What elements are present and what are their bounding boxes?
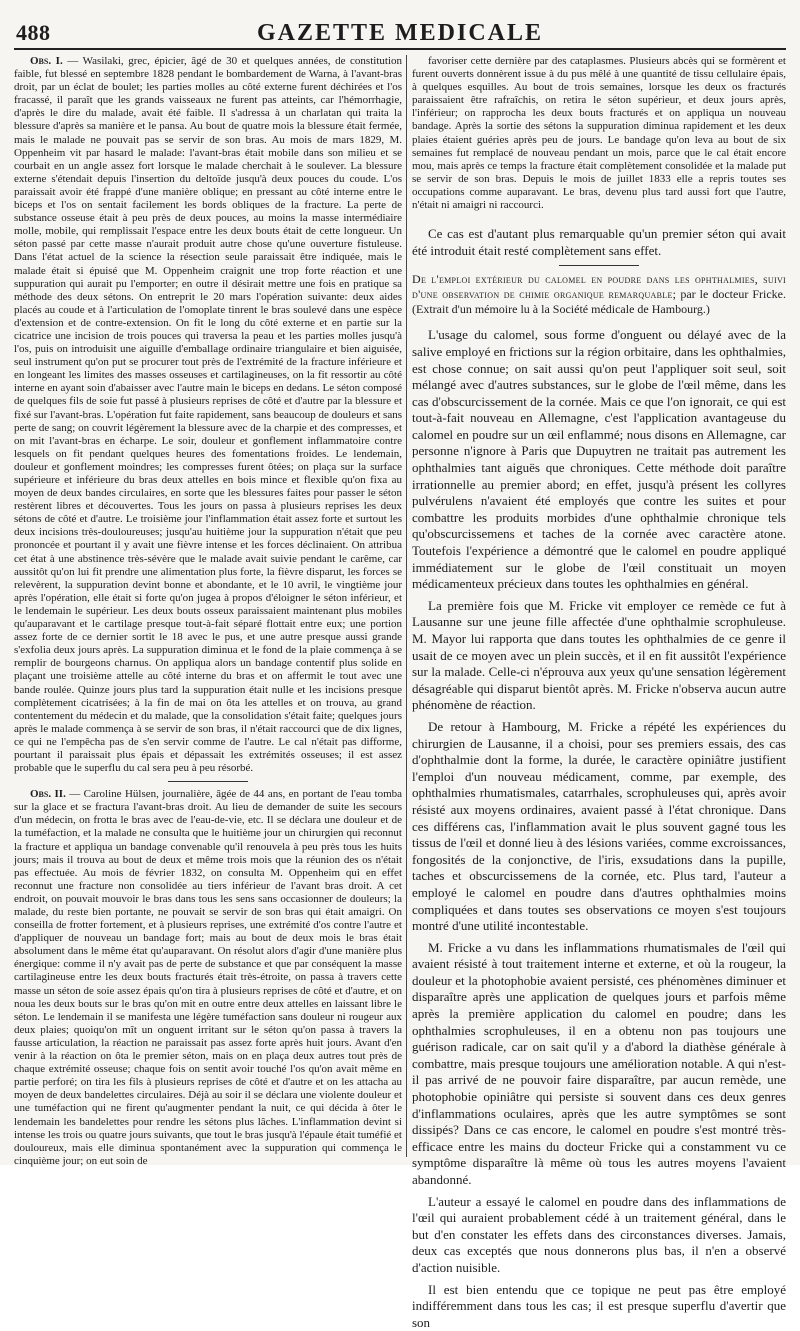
- left-column: [14, 55, 403, 1167]
- observation-1-label: Obs. I.: [30, 55, 63, 67]
- article-paragraph: M. Fricke a vu dans les inflammations rhumatismales de l'œil qui avaient résisté à tout traitement interne et externe, et où la rougeur, la douleur et la photophobie avaient persisté, ces phénomènes diminuer et disparaître après une application de quelques jours et parfois même après la première application du calomel en poudre; dans les ophthalmies scrophuleuses, il en a obtenu non pas toujours une guérison radicale, car on sait qu'il y a d'abord la diathèse générale à combattre, mais presque toujours une amélioration notable. A qui n'est-il pas arrivé de ne pouvoir faire disparaître, par aucun remède, une photophobie opiniâtre qui persiste si souvent dans ces deux genres d'inflammations oculaires, après que les autre symptômes se sont dissipés? Dans ce cas encore, le calomel en poudre s'est montré très-efficace entre les mains du docteur Fricke qui a constamment vu ce symptôme disparaître là même où tous les autres moyens l'avaient abandonné.: [412, 939, 786, 1187]
- observation-conclusion: Ce cas est d'autant plus remarquable qu'un premier séton qui avait été introduit était resté complètement sans effet.: [412, 226, 786, 258]
- column-divider: [406, 55, 407, 1157]
- article-title: De l'emploi extérieur du calomel en poudre dans les ophthalmies, suivi d'une observation de chimie organique remarquable;: [412, 272, 786, 302]
- page-header: [14, 20, 786, 46]
- article-separator: [559, 265, 639, 266]
- article-paragraph: De retour à Hambourg, M. Fricke a répété les expériences du chirurgien de Lausanne, il a choisi, pour ses premiers essais, des cas d'ophthalmie dont la forme, la durée, le caractère opiniâtre justifient l'emploi d'un nouveau médicament, comme, par exemple, des ophthalmies rhumatismales, catarrhales, scrophuleuses qui, après avoir résisté aux moyens ordinaires, avaient passé à l'état chronique. Dans ces différens cas, l'inflammation avait le plus souvent gagné tous les tissus de l'œil et donné lieu à des lésions variées, comme excroissances, fongosités de la conjonctive, de l'iris, exsudations dans la pupille, taches et obscurcissemens de la cornée, etc. Plus tard, l'auteur a employé le calomel en poudre dans d'autres ophthalmies moins compliquées et dans toutes ses observations ce moyen s'est toujours montré d'une utilité incontestable.: [412, 718, 786, 934]
- observation-2-label: Obs. II.: [30, 788, 66, 801]
- section-separator: [168, 781, 248, 782]
- header-rule: [14, 48, 786, 50]
- journal-title: GAZETTE MEDICALE: [256, 20, 544, 46]
- article-attribution: par le docteur Fricke. (Extrait d'un mémoire lu à la Société médicale de Hambourg.): [412, 287, 787, 317]
- article-heading: [412, 272, 786, 317]
- observation-2-text: — Caroline Hülsen, journalière, âgée de 44 ans, en portant de l'eau tomba sur la glace et se fractura l'avant-bras droit. Au lieu de demander de suite les secours d'un médecin, on frotta le bras avec de l'eau-de-vie, etc. Il se déclara une douleur et de la tuméfaction, et la malade ne consulta que le huitième jour un chirurgien qui reconnut la fracture et appliqua un bandage convenable qu'il renouvela à peu près tous les huits jours; mais il trouva au bout de deux et même trois mois que la réunion des os n'était pas effectuée. Au mois de février 1832, on consulta M. Oppenheim qui en effet reconnut une fracture non consolidée au tiers inférieur de l'avant bras droit. A cet endroit, on pouvait mouvoir le bras dans tous les sens sans occasionner de douleurs; la malade, du reste bien portante, ne pouvait se servir de son bras qui était amaigri. On conseilla de frotter fortement, et à plusieurs reprises, une extrémité d'os contre l'autre et d'appliquer de nouveau un bandage fort; mais au bout de deux mois le bras était absolument dans le même état qu'auparavant. On résolut alors d'agir d'une manière plus énergique: comme il n'y avait pas de perte de substance et que par conséquent la masse cartilagineuse entre les deux bouts fracturés était très-étroite, on passa à travers cette masse un séton de soie assez épais qu'on tira à plusieurs reprises de côté et d'autre, et on noua les deux bouts sur le bras qu'on mit en outre entre deux attelles en laissant libre le séton. Le lendemain il se manifesta une légère tuméfaction sans douleur ni rougeur aux deux plaies; quoiqu'on mît un onguent irritant sur le séton qu'on passa à travers la fausse articulation, la réaction ne paraissait pas assez forte après huit jours. Avant d'en venir à la réaction on ôta le premier séton, mais on en plaça deux autres tout près de chaque extrémité osseuse; chaque fois on sentit avoir touché l'os qu'on avait même en partie perforé; on tira les fils à plusieurs reprises de côté et d'autre et on les attacha au moyen de deux bandelettes circulaires. Déjà au soir il se déclara une violente douleur et une tuméfaction qui ne firent qu'augmenter pendant la nuit, ce qui décida à ôter le lendemain les bandelettes pour rendre les sétons plus lâches. L'inflammation devint si intense les trois ou quatre jours suivants, que tout le bras jusqu'à l'épaule était tuméfié et douloureux, mais elle diminua spontanément avec la suppuration qui commença le cinquième jour; on eut soin de: [14, 788, 403, 1167]
- observation-1: [14, 55, 402, 775]
- observation-1-text: — Wasilaki, grec, épicier, âgé de 30 et quelques années, de constitution faible, fut blessé en septembre 1828 pendant le bombardement de Warna, à l'avant-bras droit, par un éclat de boulet; les parties molles au côté externe furent déchirées et l'os fracassé, il paraît que les grands vaisseaux ne furent pas atteints, car l'hémorrhagie, d'après le dire du malade, avait été faible. Il s'adressa à un charlatan qui traita la blessure d'après sa manière et le pansa. Au bout de quatre mois la blessure était fermée, mais le malade ne pouvait pas se servir de son bras. Au mois de mars 1829, M. Oppenheim vit par hasard le malade: l'avant-bras était mobile dans son milieu et se courbait en un angle assez fort lorsque le malade cherchait à le soulever. La blessure externe s'étendait depuis l'insertion du deltoïde jusqu'à deux pouces du coude. L'os paraissait avoir été frappé d'une manière oblique; en pressant au côté interne entre le biceps et l'os on sentait facilement les bords obliques de la fracture. La perte de substance osseuse était à peu près de deux pouces, au moins la masse intermédiaire molle, mobile, qui remplissait l'espace entre les deux bouts était de cette longueur. Un séton passé par cette masse n'aurait produit autre chose qu'une ouverture fistuleuse. Dans l'état actuel de la science la résection seule paraissait être indiquée, mais le malade était si épuisé que M. Oppenheim craignit une trop forte réaction et une suppuration qui aurait pu l'emporter; en outre il désirait mettre une fois en pratique sa méthode des deux sétons. On entreprit le 20 mars l'opération suivante: deux aides placés au coude et à l'articulation de l'omoplate tinrent le bras soulevé dans une espèce d'extension et de contre-extension. On fit le long du côté externe et en partie sur la cicatrice une incision de trois pouces qui traversa la peau et les parties molles jusqu'à l'os, puis on introduisit une aiguille d'emballage ordinaire triangulaire et bien aiguisée, seul instrument qu'on put se procurer tout près de l'extrémité de la fracture inférieure et en longeant les limites des masses osseuses et cartilagineuses, on la fit ressortir au côté interne en ayant soin d'abaisser avec l'autre main le biceps en dedans. Le séton composé de quelques fils de soie fut passé à plusieurs reprises de côté et d'autre par la blessure et fixé sur l'avant-bras. L'opération fut faite rapidement, sans beaucoup de douleurs et sans perte de sang; on couvrit légèrement la blessure avec de la charpie et des compresses, et on mit l'avant-bras en écharpe. Le soir, douleur et gonflement inflammatoire contre lesquels on fit pendant quelques heures des fomentations froides. Le lendemain, douleur et gonflement moindres; les compresses furent ôtées; on plaça sur la surface supérieure et inférieure du bras deux attelles en bois mince et flexible qu'on fixa au moyen de deux bandes circulaires, en sorte que les blessures faites pour passer le séton restèrent libres et découvertes. Tous les jours on passa à plusieurs reprises les deux sétons de côté et d'autre. Le troisième jour l'inflammation était assez forte et surtout les deux incisions très-douloureuses; jusqu'au huitième jour la suppuration n'était que peu prononcée et pourtant il y avait une fièvre intense et les forces déclinaient. On attribua cet état à une abstinence très-sévère que le malade avait suivie pendant le carême, car aussitôt qu'on lui fit prendre une alimentation plus forte, la fièvre disparut, les forces se relevèrent, la suppuration devint bonne et abondante, et le 10 avril, le vingtième jour après l'opération, elle était si forte qu'on jugea à propos d'éloigner le séton inférieur, et le lendemain le supérieur. Les deux bouts osseux paraissaient maintenant plus mobiles qu'auparavant et le cartilage presque tout-à-fait séparé flottait entre eux; une portion assez forte de ce dernier sortit le 18 avec le pus, et une autre presque aussi grande s'exfolia deux jours après. La suppuration diminua et le fond de la plaie commença à se remplir de bourgeons charnus. On appliqua alors un bandage contentif plus solide en plaçant une troisième attelle au côté interne du bras et on affermit le tout avec une bande roulée. Quinze jours plus tard la suppuration était nulle et les incisions presque complètement cicatrisées; à la fin de mai on ôta les attelles et on trouva, au grand contentement du médecin et du malade, que la consolidation s'était faite; quelques jours après le malade commença à se servir de son bras, il n'était raccourci que de dix lignes, ce qui ne l'empêcha pas de s'en servir comme de l'autre. Le cal n'était pas difforme, pourtant il paraissait plus épais et dépassait les extrémités osseuses; il est assez probable que le superflu du cal sera peu à peu résorbé.: [14, 55, 402, 775]
- article-paragraph: L'usage du calomel, sous forme d'onguent ou délayé avec de la salive employé en frictions sur la région orbitaire, dans les ophthalmies, est chose connue; on sait aussi qu'on peut l'appliquer soit seul, soit mélangé avec d'autres substances, sur le globe de l'œil même, dans les cas d'obscurcissement de la cornée. Mais ce que l'on ignorait, ce qui est tout-à-fait nouveau en Allemagne, c'est l'application avantageuse du calomel en poudre sur un œil enflammé; nous disons en Allemagne, car personne n'ignore à Paris que Dupuytren ne traitait pas autrement les ophthalmies tant aiguës que chroniques. Cette méthode doit paraître irrationnelle au premier abord; en effet, jusqu'à présent les collyres pulvérulens n'avaient été employés que contre les suites et pour combattre les produits morbides d'une ophthalmie chronique tels qu'obscurcissemens et taches de la cornée avec caractère atone. Toutefois l'expérience a démontré que le calomel en poudre appliqué immédiatement sur le globe de l'œil constituait un moyen médicamenteux précieux dans toutes les ophthalmies en général.: [412, 327, 787, 592]
- article-paragraph: La première fois que M. Fricke vit employer ce remède ce fut à Lausanne sur une jeune fille affectée d'une ophthalmie scrophuleuse. M. Mayor lui rapporta que dans toutes les ophthalmies de ce genre il usait de ce moyen avec un plein succès, et il en fit aussitôt l'expérience sur la malade. Celle-ci n'éprouva aux yeux qu'une sensation légèrement désagréable qui disparut bientôt après. M. Fricke n'observa aucun autre phénomène de réaction.: [412, 597, 786, 713]
- right-column: [412, 55, 787, 1330]
- observation-2: [14, 788, 402, 1168]
- article-paragraph: Il est bien entendu que ce topique ne peut pas être employé indifféremment dans tous les cas; il est presque superflu d'avertir que son: [412, 1281, 786, 1330]
- observation-2-continued: favoriser cette dernière par des cataplasmes. Plusieurs abcès qui se formèrent et furent ouverts donnèrent issue à du pus mêlé à une quantité de tissu cellulaire épais, à quelques esquilles. Au bout de trois semaines, lorsque les deux os fracturés paraissaient être rafraîchis, on retira le séton supérieur, et deux jours après, l'inférieur; on rapprocha les deux bouts fracturés et on appliqua un nouveau bandage. Après la sortie des sétons la suppuration diminua rapidement et les deux plaies étaient guéries après peu de jours. Le bandage qu'on leva au bout de six semaines fut remplacé de nouveau pendant un mois, parce que le cal était encore mou, mais après ce temps la fracture était complètement consolidée et la malade put se servir de son bras. Depuis le mois de juillet 1833 elle a repris toutes ses occupations comme auparavant. Le bras, devenu plus tard aussi fort que l'autre, n'était ni amaigri ni raccourci.: [412, 55, 786, 212]
- article-paragraph: L'auteur a essayé le calomel en poudre dans des inflammations de l'œil qui auraient probablement cédé à un traitement général, dans le but d'en constater les effets dans des circonstances diverses. Jamais, deux cas exceptés que nous donnerons plus bas, il n'en a observé d'action nuisible.: [412, 1193, 786, 1275]
- spacer: [412, 218, 786, 226]
- page-number: 488: [16, 20, 51, 45]
